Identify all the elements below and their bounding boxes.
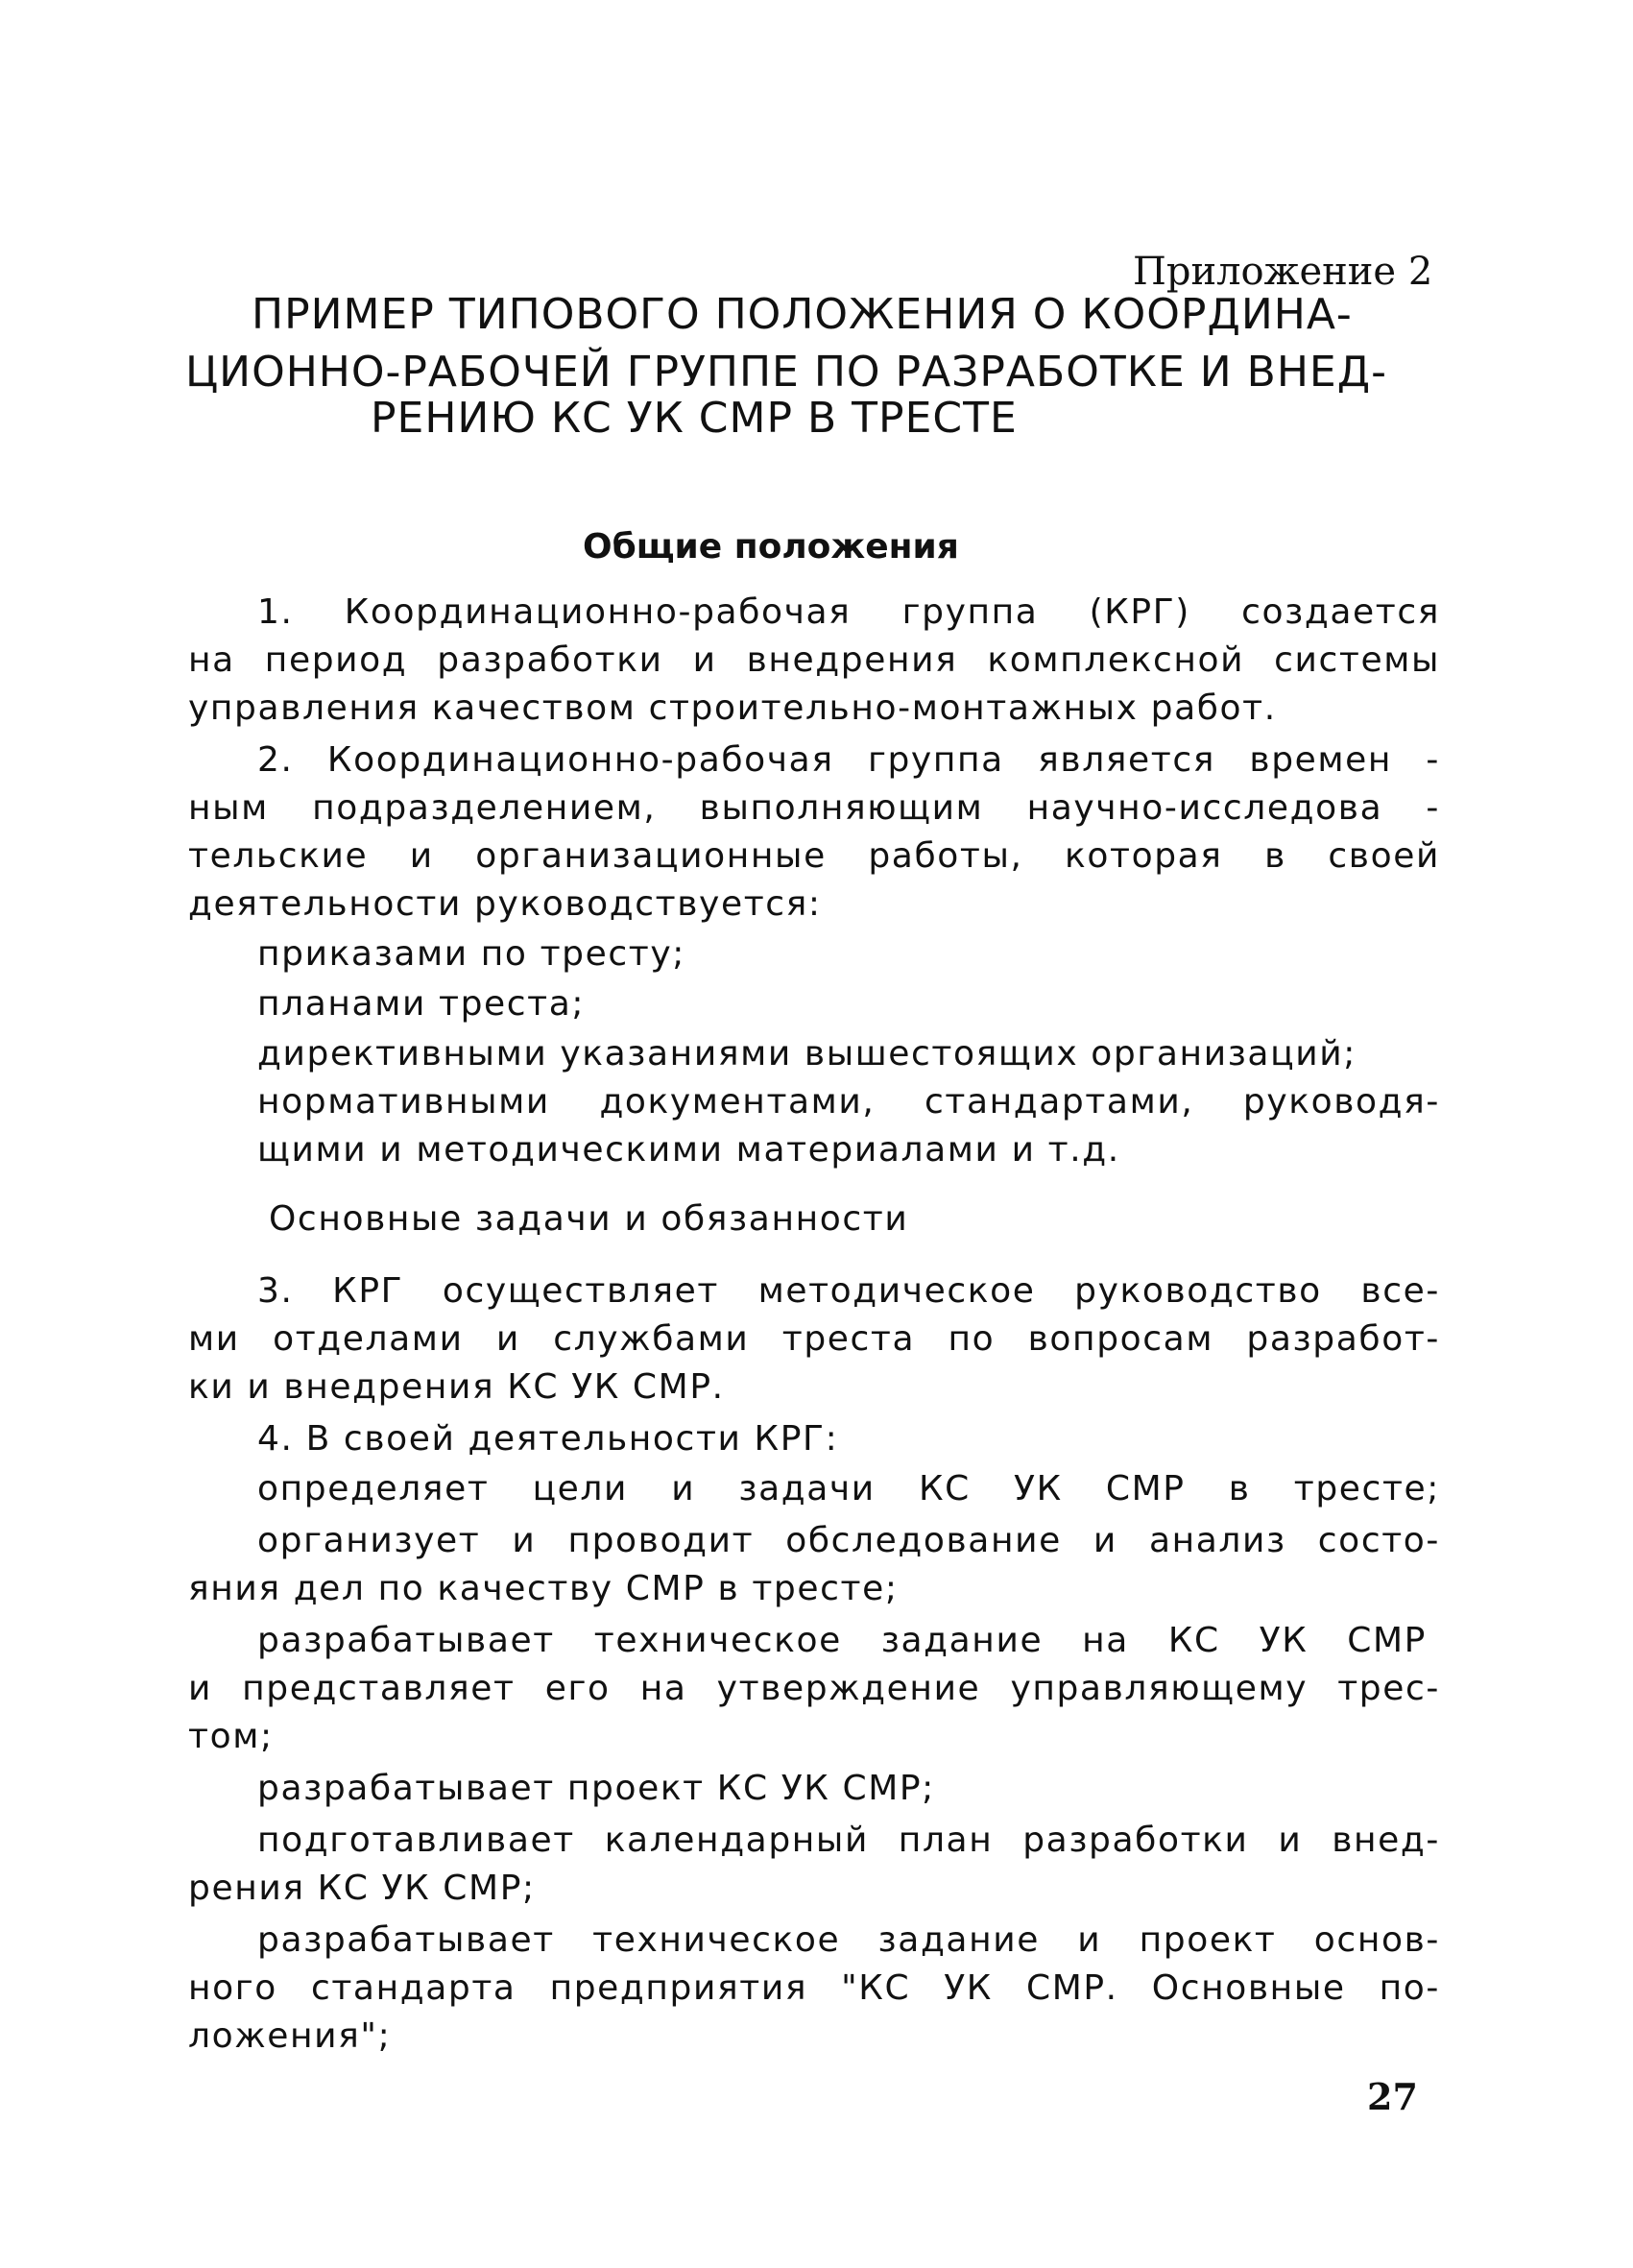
section-heading-tasks: Основные задачи и обязанности bbox=[269, 1199, 909, 1239]
list-item: ложения"; bbox=[188, 2016, 392, 2056]
list-item: рения КС УК СМР; bbox=[188, 1869, 536, 1908]
list-item: разрабатывает техническое задание и проект основ- bbox=[257, 1920, 1440, 1960]
list-item: подготавливает календарный план разработки и внед- bbox=[257, 1821, 1440, 1860]
paragraph-line: 4. В своей деятельности КРГ: bbox=[257, 1419, 839, 1459]
paragraph-line: 2. Координационно-рабочая группа является времен - bbox=[257, 740, 1440, 780]
list-item: планами треста; bbox=[257, 984, 586, 1024]
list-item: щими и методическими материалами и т.д. bbox=[257, 1130, 1120, 1170]
list-item: ного стандарта предприятия "КС УК СМР. Основные по- bbox=[188, 1968, 1440, 2008]
list-item: организует и проводит обследование и анализ состо- bbox=[257, 1521, 1440, 1560]
paragraph-line: ки и внедрения КС УК СМР. bbox=[188, 1367, 725, 1407]
list-item: и представляет его на утверждение управляющему трес- bbox=[188, 1669, 1440, 1708]
list-item: яния дел по качеству СМР в тресте; bbox=[188, 1569, 899, 1608]
paragraph-line: управления качеством строительно-монтажных работ. bbox=[188, 688, 1277, 728]
paragraph-line: ным подразделением, выполняющим научно-исследова - bbox=[188, 788, 1440, 828]
list-item: разрабатывает техническое задание на КС УК СМР bbox=[257, 1621, 1427, 1660]
list-item: директивными указаниями вышестоящих организаций; bbox=[257, 1034, 1357, 1074]
paragraph-line: 3. КРГ осуществляет методическое руководство все- bbox=[257, 1271, 1440, 1311]
list-item: разрабатывает проект КС УК СМР; bbox=[257, 1769, 935, 1808]
title-line: РЕНИЮ КС УК СМР В ТРЕСТЕ bbox=[371, 394, 1018, 443]
title-line: ПРИМЕР ТИПОВОГО ПОЛОЖЕНИЯ О КООРДИНА- bbox=[252, 290, 1353, 339]
title-line: ЦИОННО-РАБОЧЕЙ ГРУППЕ ПО РАЗРАБОТКЕ И ВНЕД- bbox=[185, 348, 1387, 397]
list-item: приказами по тресту; bbox=[257, 934, 685, 974]
paragraph-line: деятельности руководствуется: bbox=[188, 884, 822, 924]
paragraph-line: на период разработки и внедрения комплексной системы bbox=[188, 640, 1440, 680]
appendix-label: Приложение 2 bbox=[1133, 250, 1433, 294]
list-item: том; bbox=[188, 1717, 274, 1756]
page-number: 27 bbox=[1367, 2075, 1418, 2118]
paragraph-line: тельские и организационные работы, которая в своей bbox=[188, 836, 1440, 876]
paragraph-line: 1. Координационно-рабочая группа (КРГ) создается bbox=[257, 592, 1440, 632]
list-item: нормативными документами, стандартами, руководя- bbox=[257, 1082, 1440, 1122]
section-heading-general: Общие положения bbox=[583, 527, 959, 567]
list-item: определяет цели и задачи КС УК СМР в тресте; bbox=[257, 1469, 1440, 1508]
paragraph-line: ми отделами и службами треста по вопросам разработ- bbox=[188, 1319, 1440, 1359]
